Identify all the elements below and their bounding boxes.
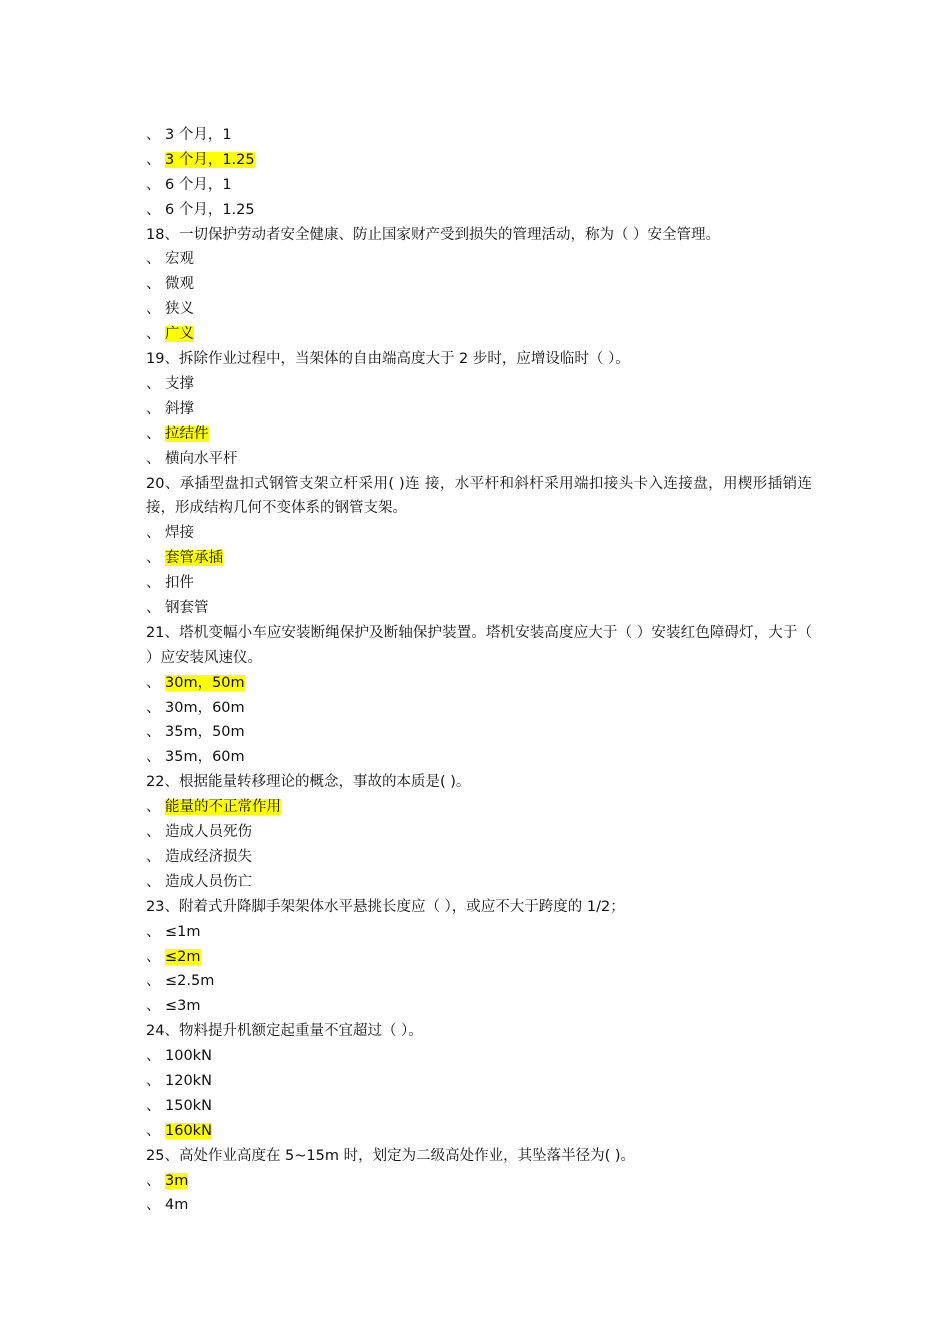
option-text: 造成人员死伤 xyxy=(165,824,252,841)
option-bullet: 、 xyxy=(146,575,161,592)
answer-option xyxy=(146,994,812,1019)
question-text: 24、物料提升机额定起重量不宜超过（ ）。 xyxy=(146,1023,423,1040)
option-text: 30m，60m xyxy=(165,699,245,716)
answer-option xyxy=(146,272,812,297)
option-text-highlighted: ≤2m xyxy=(165,948,201,965)
option-bullet: 、 xyxy=(146,599,161,616)
option-text: 35m，60m xyxy=(165,749,245,766)
option-bullet: 、 xyxy=(146,799,161,816)
option-bullet: 、 xyxy=(146,724,161,741)
option-bullet: 、 xyxy=(146,301,161,318)
answer-option xyxy=(146,447,812,472)
option-bullet: 、 xyxy=(146,973,161,990)
option-bullet: 、 xyxy=(146,873,161,890)
option-bullet: 、 xyxy=(146,948,161,965)
option-text: 斜撑 xyxy=(165,400,194,417)
question-text: 19、拆除作业过程中，当架体的自由端高度大于 2 步时，应增设临时（ ）。 xyxy=(146,351,630,368)
question-list xyxy=(146,123,812,1218)
answer-option xyxy=(146,297,812,322)
question-text: 22、根据能量转移理论的概念，事故的本质是( )。 xyxy=(146,774,471,791)
option-text: 120kN xyxy=(165,1072,212,1089)
option-text: 6 个月，1 xyxy=(165,176,232,193)
option-text-highlighted: 套管承插 xyxy=(165,550,223,567)
answer-option xyxy=(146,247,812,272)
answer-option xyxy=(146,1169,812,1194)
answer-option xyxy=(146,422,812,447)
option-text-highlighted: 30m，50m xyxy=(165,674,245,691)
option-text-highlighted: 广义 xyxy=(165,326,194,343)
question-text: 21、塔机变幅小车应安装断绳保护及断轴保护装置。塔机安装高度应大于（ ）安装红色障碍灯，大于（ ）应安装风速仪。 xyxy=(146,624,812,666)
option-text: 100kN xyxy=(165,1048,212,1065)
option-bullet: 、 xyxy=(146,848,161,865)
answer-option xyxy=(146,397,812,422)
option-bullet: 、 xyxy=(146,425,161,442)
answer-option xyxy=(146,795,812,820)
answer-option xyxy=(146,322,812,347)
option-bullet: 、 xyxy=(146,400,161,417)
question-text: 25、高处作业高度在 5~15m 时，划定为二级高处作业，其坠落半径为( )。 xyxy=(146,1147,636,1164)
answer-option xyxy=(146,1044,812,1069)
option-bullet: 、 xyxy=(146,1097,161,1114)
option-bullet: 、 xyxy=(146,326,161,343)
option-bullet: 、 xyxy=(146,201,161,218)
option-text: 3 个月，1 xyxy=(165,127,232,143)
option-text: ≤2.5m xyxy=(165,973,215,990)
option-text: 狭义 xyxy=(165,301,194,318)
option-bullet: 、 xyxy=(146,1172,161,1189)
option-bullet: 、 xyxy=(146,251,161,268)
option-bullet: 、 xyxy=(146,176,161,193)
option-text: 造成经济损失 xyxy=(165,848,252,865)
answer-option xyxy=(146,720,812,745)
answer-option xyxy=(146,372,812,397)
option-bullet: 、 xyxy=(146,450,161,467)
answer-option xyxy=(146,1119,812,1144)
option-text: 微观 xyxy=(165,276,194,293)
option-text: ≤3m xyxy=(165,998,201,1015)
answer-option xyxy=(146,1094,812,1119)
answer-option xyxy=(146,945,812,970)
option-bullet: 、 xyxy=(146,1048,161,1065)
option-text-highlighted: 160kN xyxy=(165,1122,212,1139)
option-text-highlighted: 能量的不正常作用 xyxy=(165,799,281,816)
option-text: 横向水平杆 xyxy=(165,450,238,467)
option-text: 6 个月，1.25 xyxy=(165,201,255,218)
option-text-highlighted: 3m xyxy=(165,1172,189,1189)
answer-option xyxy=(146,920,812,945)
answer-option xyxy=(146,521,812,546)
option-bullet: 、 xyxy=(146,525,161,542)
question-text: 20、承插型盘扣式钢管支架立杆采用( )连 接，水平杆和斜杆采用端扣接头卡入连接盘，用楔形插销连接，形成结构几何不变体系的钢管支架。 xyxy=(146,475,812,517)
option-bullet: 、 xyxy=(146,1197,161,1214)
answer-option xyxy=(146,969,812,994)
option-text: 焊接 xyxy=(165,525,194,542)
answer-option xyxy=(146,571,812,596)
answer-option xyxy=(146,671,812,696)
option-text: 支撑 xyxy=(165,375,194,392)
option-text: ≤1m xyxy=(165,923,201,940)
option-bullet: 、 xyxy=(146,699,161,716)
answer-option xyxy=(146,596,812,621)
option-text: 4m xyxy=(165,1197,189,1214)
option-text: 35m，50m xyxy=(165,724,245,741)
option-bullet: 、 xyxy=(146,550,161,567)
option-text: 钢套管 xyxy=(165,599,209,616)
option-bullet: 、 xyxy=(146,824,161,841)
answer-option xyxy=(146,870,812,895)
option-bullet: 、 xyxy=(146,749,161,766)
option-bullet: 、 xyxy=(146,127,161,143)
option-bullet: 、 xyxy=(146,674,161,691)
option-bullet: 、 xyxy=(146,1122,161,1139)
answer-option xyxy=(146,820,812,845)
option-text-highlighted: 拉结件 xyxy=(165,425,209,442)
option-text: 150kN xyxy=(165,1097,212,1114)
answer-option xyxy=(146,198,812,223)
answer-option xyxy=(146,745,812,770)
option-text: 造成人员伤亡 xyxy=(165,873,252,890)
answer-option xyxy=(146,1069,812,1094)
option-bullet: 、 xyxy=(146,998,161,1015)
answer-option xyxy=(146,546,812,571)
answer-option xyxy=(146,696,812,721)
option-text: 扣件 xyxy=(165,575,194,592)
option-bullet: 、 xyxy=(146,1072,161,1089)
option-bullet: 、 xyxy=(146,923,161,940)
answer-option xyxy=(146,148,812,173)
option-text-highlighted: 3 个月，1.25 xyxy=(165,151,255,168)
answer-option xyxy=(146,173,812,198)
option-bullet: 、 xyxy=(146,375,161,392)
option-bullet: 、 xyxy=(146,151,161,168)
answer-option xyxy=(146,845,812,870)
answer-option xyxy=(146,123,812,148)
question-text: 18、一切保护劳动者安全健康、防止国家财产受到损失的管理活动，称为（ ）安全管理。 xyxy=(146,226,721,243)
question-text: 23、附着式升降脚手架架体水平悬挑长度应（ ），或应不大于跨度的 1/2； xyxy=(146,898,625,915)
option-text: 宏观 xyxy=(165,251,194,268)
option-bullet: 、 xyxy=(146,276,161,293)
answer-option xyxy=(146,1193,812,1218)
